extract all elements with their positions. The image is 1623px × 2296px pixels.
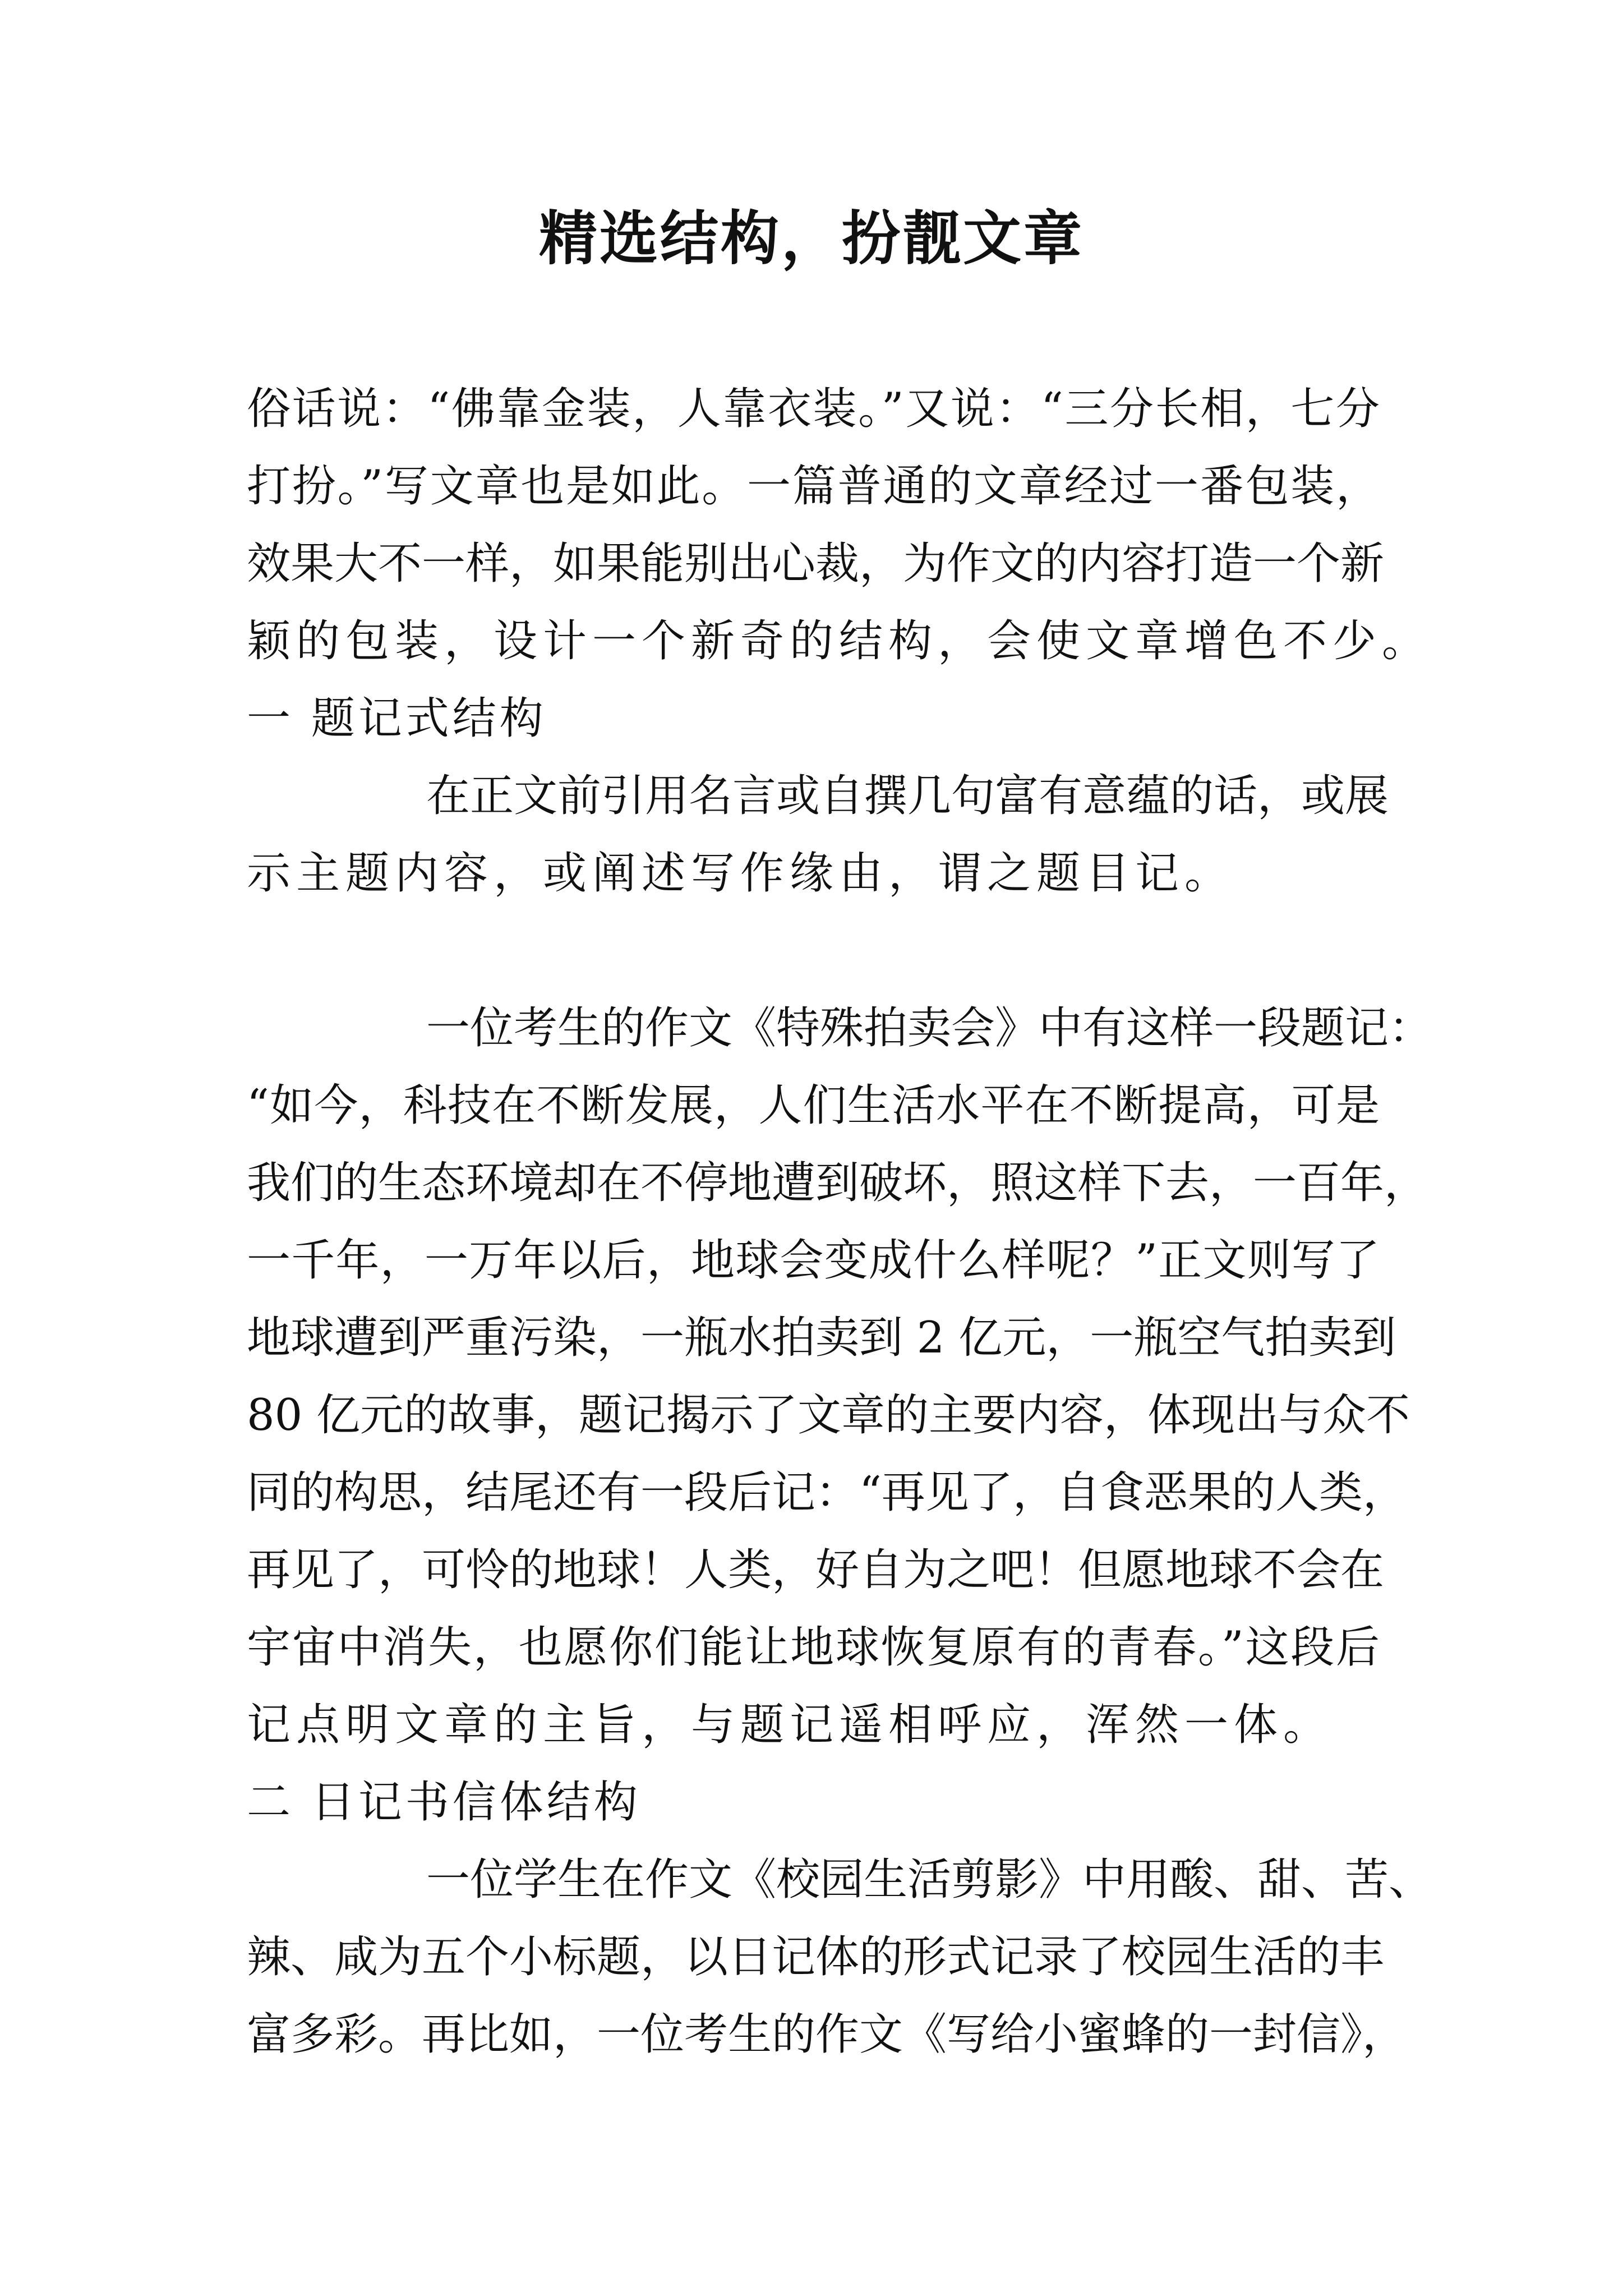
paragraph-line: 一千年，一万年以后，地球会变成什么样呢？”正文则写了 <box>247 1235 1380 1286</box>
document-body <box>247 370 1433 2073</box>
paragraph-line: 再见了，可怜的地球！人类，好自为之吧！但愿地球不会在 <box>247 1545 1385 1595</box>
paragraph-line: 打扮。”写文章也是如此。一篇普通的文章经过一番包装， <box>247 461 1380 512</box>
paragraph-line: 俗话说：“佛靠金装，人靠衣装。”又说：“三分长相，七分 <box>247 384 1380 434</box>
paragraph-line: 记点明文章的主旨，与题记遥相呼应，浑然一体。 <box>247 1700 1333 1750</box>
section-heading: 二 日记书信体结构 <box>247 1777 641 1828</box>
paragraph-line: 地球遭到严重污染，一瓶水拍卖到 2 亿元，一瓶空气拍卖到 <box>247 1313 1396 1363</box>
paragraph-line: 辣、咸为五个小标题，以日记体的形式记录了校园生活的丰 <box>247 1932 1385 1982</box>
paragraph-line: 我们的生态环境却在不停地遭到破坏，照这样下去，一百年， <box>247 1158 1428 1208</box>
paragraph-line: 示主题内容，或阐述写作缘由，谓之题目记。 <box>247 848 1234 899</box>
document-title: 精选结构，扮靓文章 <box>538 204 1084 273</box>
paragraph-line: 80 亿元的故事，题记揭示了文章的主要内容，体现出与众不 <box>247 1390 1410 1441</box>
paragraph-line: 颖的包装，设计一个新奇的结构，会使文章增色不少。 <box>247 616 1432 666</box>
paragraph-line: 在正文前引用名言或自撰几句富有意蕴的话，或展 <box>426 771 1389 821</box>
paragraph-line: 同的构思，结尾还有一段后记：“再见了，自食恶果的人类， <box>247 1467 1407 1518</box>
paragraph-line: 宇宙中消失，也愿你们能让地球恢复原有的青春。”这段后 <box>247 1622 1380 1673</box>
paragraph-line: 富多彩。再比如，一位考生的作文《写给小蜜蜂的一封信》， <box>247 2009 1407 2060</box>
paragraph-line: 效果大不一样，如果能别出心裁，为作文的内容打造一个新 <box>247 539 1385 589</box>
paragraph-line: 一位学生在作文《校园生活剪影》中用酸、甜、苦、 <box>426 1855 1433 1905</box>
paragraph-line: “如今，科技在不断发展，人们生活水平在不断提高，可是 <box>247 1080 1380 1131</box>
paragraph-line: 一位考生的作文《特殊拍卖会》中有这样一段题记： <box>426 1003 1433 1053</box>
blank-line <box>247 912 1380 990</box>
section-heading: 一 题记式结构 <box>247 693 547 744</box>
